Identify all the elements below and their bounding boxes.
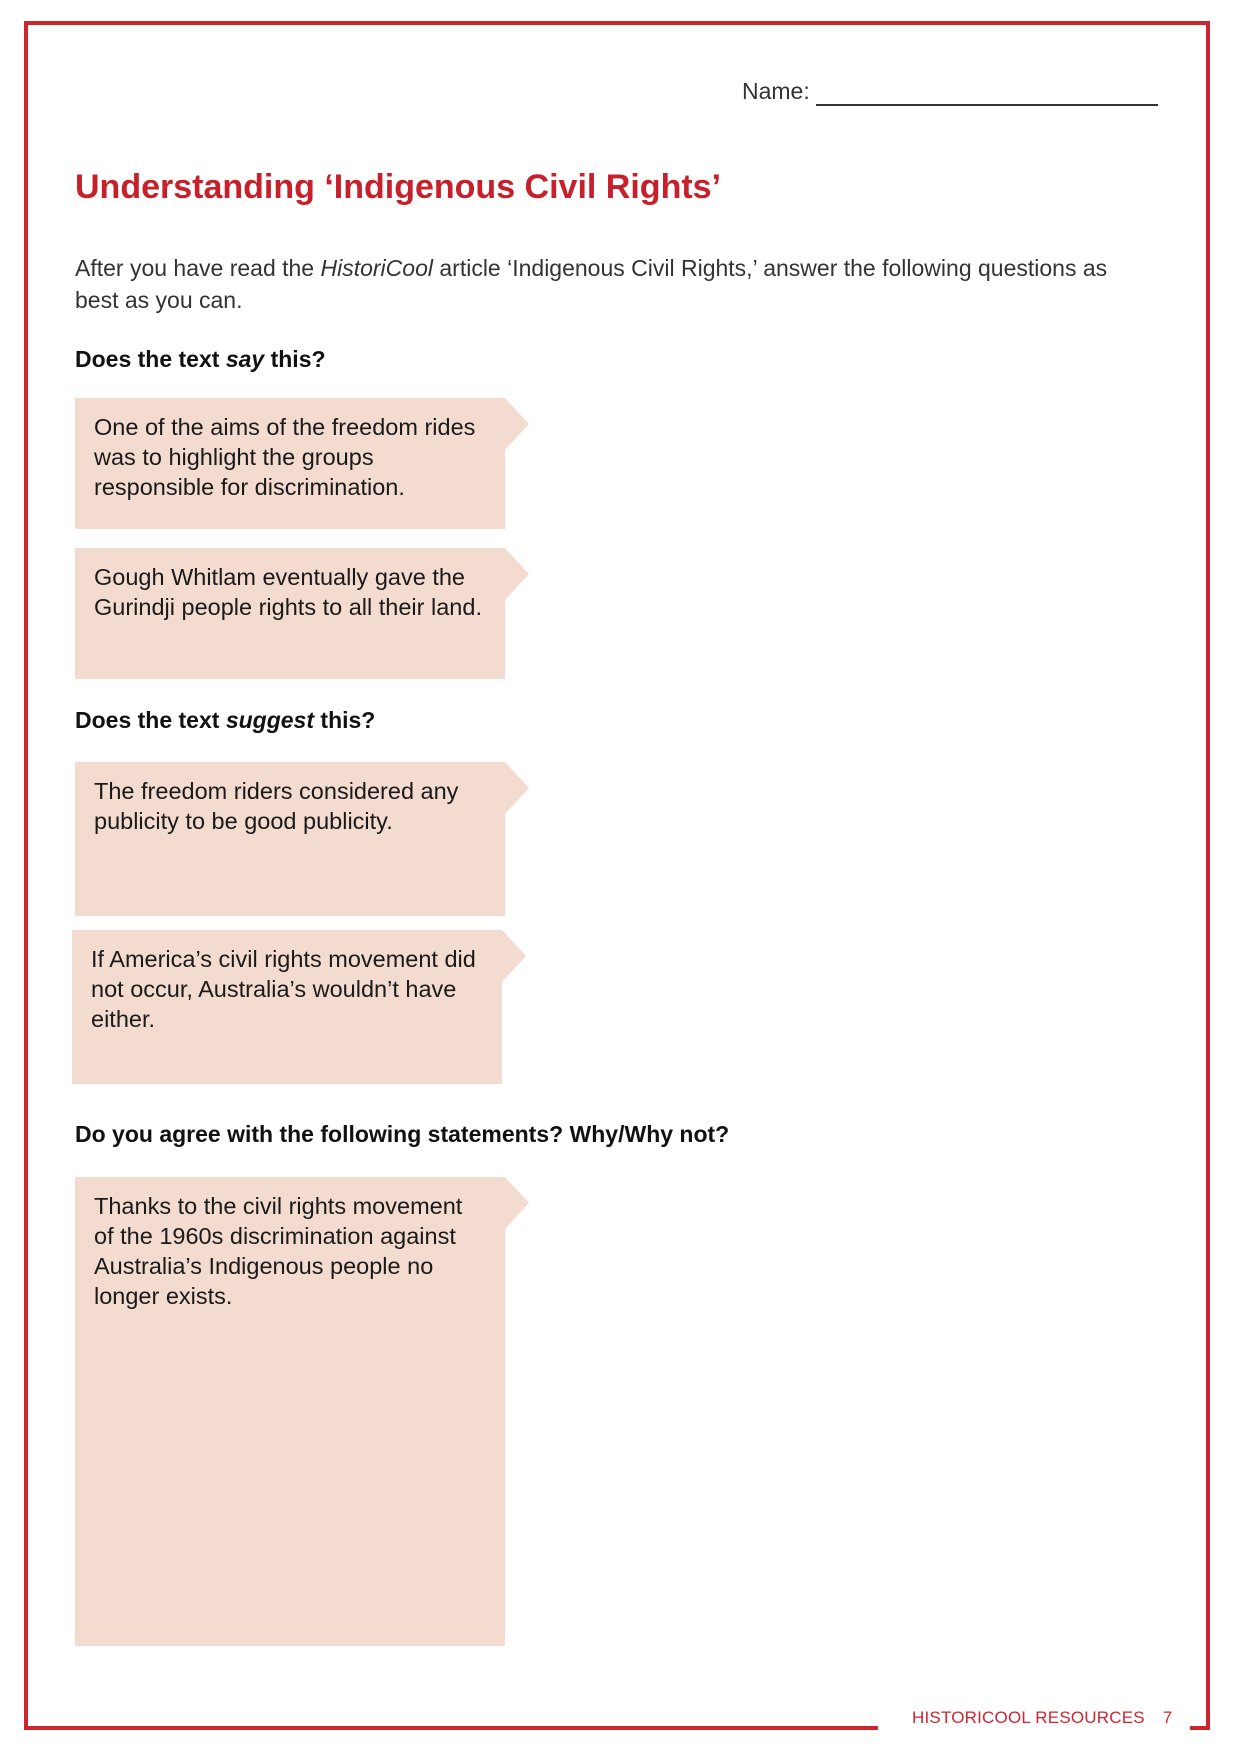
statement-text: One of the aims of the freedom rides was to highlight the groups responsible for discrimination. (94, 414, 476, 500)
heading-text: this? (264, 346, 326, 372)
intro-text-before: After you have read the (75, 255, 321, 281)
heading-text: Does the text (75, 346, 226, 372)
statement-text: If America’s civil rights movement did not occur, Australia’s wouldn’t have either. (91, 946, 476, 1032)
page-border-right (1206, 21, 1210, 1730)
statement-card[interactable] (75, 762, 505, 916)
statement-card[interactable] (75, 398, 505, 529)
intro-text-after: article ‘Indigenous Civil Rights,’ answer the following questions as best as you can. (75, 255, 1108, 313)
statement-card[interactable] (75, 1177, 505, 1646)
page-border-bottom (24, 1726, 878, 1730)
section-heading-suggest (75, 707, 375, 734)
name-input-line[interactable] (816, 104, 1158, 106)
heading-text: Does the text (75, 707, 226, 733)
page-border-top (24, 21, 1210, 25)
heading-emphasis: say (225, 346, 265, 372)
section-heading-say (75, 346, 326, 373)
statement-text: Thanks to the civil rights movement of the 1960s discrimination against Australia’s Indigenous people no longer exists. (94, 1193, 463, 1309)
intro-paragraph (75, 252, 1155, 316)
page-number: 7 (1162, 1708, 1173, 1727)
page-title: Understanding ‘Indigenous Civil Rights’ (75, 168, 722, 206)
statement-text: Gough Whitlam eventually gave the Gurindji people rights to all their land. (94, 564, 482, 620)
statement-card[interactable] (75, 548, 505, 679)
intro-source-title: HistoriCool (320, 255, 433, 281)
name-label: Name: (742, 78, 810, 104)
statement-text: The freedom riders considered any publicity to be good publicity. (94, 778, 459, 834)
footer (912, 1705, 1194, 1731)
page-border-left (24, 21, 28, 1730)
footer-label: HISTORICOOL RESOURCES (912, 1708, 1145, 1727)
statement-card[interactable] (72, 930, 502, 1084)
section-heading-agree: Do you agree with the following statements? Why/Why not? (75, 1121, 730, 1147)
heading-text: this? (314, 707, 376, 733)
heading-emphasis: suggest (225, 707, 315, 733)
